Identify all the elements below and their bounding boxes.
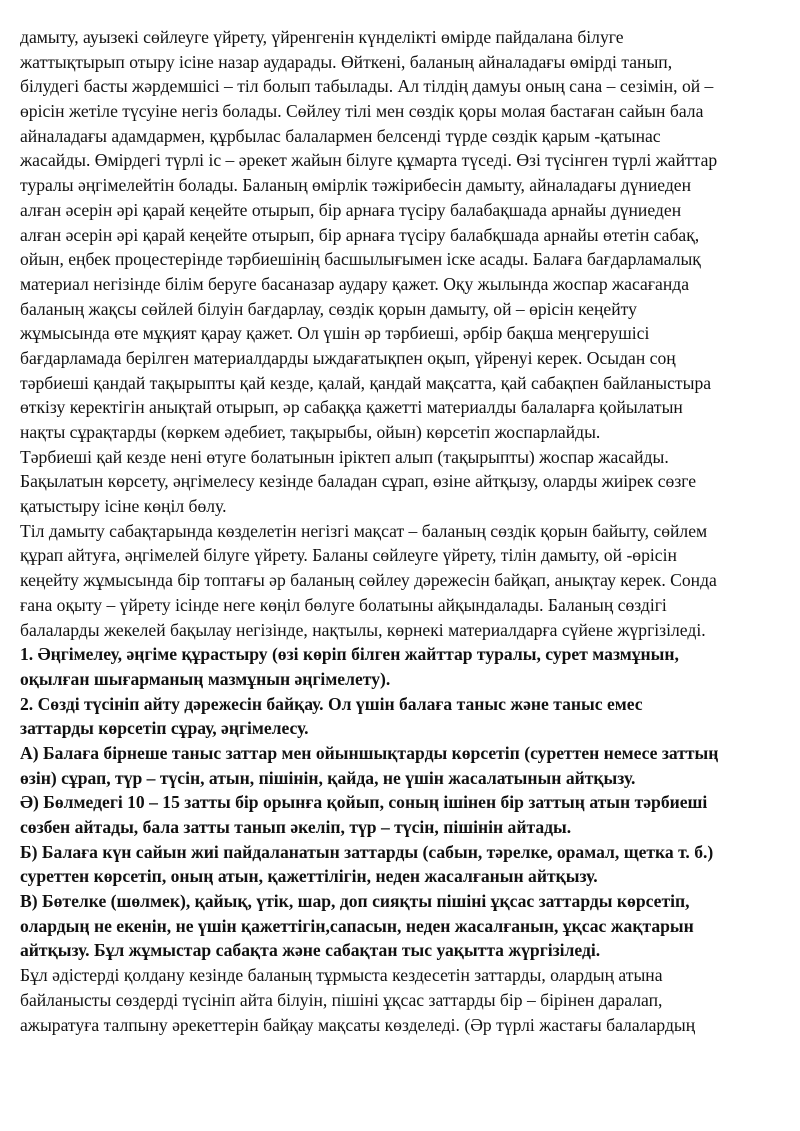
bold-text-line: заттарды көрсетіп сұрау, әңгімелесу. — [20, 718, 309, 739]
text-line: айналадағы адамдармен, құрбылас балалармен белсенді түрде сөздік қарым -қатынас — [20, 125, 661, 146]
bold-text-line: сөзбен айтады, бала затты танып әкеліп, түр – түсін, пішінін айтады. — [20, 817, 572, 837]
text-line: туралы әңгімелейтін болады. Баланың өмірлік тәжірибесін дамыту, айналадағы дүниеден — [20, 175, 692, 196]
text-line: бағдарламада берілген материалдарды ыждағатықпен оқып, үйренуі керек. Осыдан соң — [20, 347, 676, 368]
text-line: алған әсерін әрі қарай кеңейте отырып, бір арнаға түсіру балабақшада арнайы дүниеден — [20, 199, 682, 220]
text-line: құрап айтуға, әңгімелей білуге үйрету. Баланы сөйлеуге үйрету, тілін дамыту, ой -өрісін — [20, 545, 677, 566]
text-line: жасайды. Өмірдегі түрлі іс – әрекет жайын білуге құмарта түседі. Өзі түсінген түрлі жайттар — [20, 150, 718, 171]
bold-text-line: өзін) сұрап, түр – түсін, атын, пішінін, қайда, не үшін жасалатынын айтқызу. — [20, 767, 636, 788]
bold-text-line: айтқызу. Бұл жұмыстар сабақта және сабақтан тыс уақытта жүргізіледі. — [20, 940, 601, 961]
text-line: кеңейту жұмысында бір топтағы әр баланың сөйлеу дәрежесін байқап, анықтау керек. Сонда — [20, 570, 717, 591]
text-line: ажыратуға талпыну әрекеттерін байқау мақсаты көзделеді. (Әр түрлі жастағы балалардың — [20, 1014, 696, 1035]
text-line: Бақылатын көрсету, әңгімелесу кезінде баладан сұрап, өзіне айтқызу, оларды жиірек сөзге — [20, 471, 697, 492]
bold-text-line: 2. Сөзді түсініп айту дәрежесін байқау. Ол үшін балаға таныс және таныс емес — [20, 693, 643, 714]
bold-text-line: В) Бөтелке (шөлмек), қайық, үтік, шар, доп сияқты пішіні ұқсас заттарды көрсетіп, — [20, 891, 690, 912]
text-line: Бұл әдістерді қолдану кезінде баланың тұрмыста кездесетін заттарды, олардың атына — [20, 965, 663, 986]
bold-text-line: олардың не екенін, не үшін қажеттігін,сапасын, неден жасалғанын, ұқсас жақтарын — [20, 915, 694, 936]
text-line: байланысты сөздерді түсініп айта білуін, пішіні ұқсас заттарды бір – бірінен даралап, — [20, 989, 663, 1010]
bold-text-line: А) Балаға бірнеше таныс заттар мен ойыншықтарды көрсетіп (суреттен немесе заттың — [20, 742, 719, 763]
bold-text-line: 1. Әңгімелеу, әңгіме құрастыру (өзі көріп білген жайттар туралы, сурет мазмұнын, — [20, 644, 679, 665]
text-line: ғана оқыту – үйрету ісінде неге көңіл бөлуге болатыны айқындалады. Баланың сөздігі — [20, 594, 667, 615]
text-line: ойын, еңбек процестерінде тәрбиешінің басшылығымен іске асады. Балаға бағдарламалық — [20, 249, 701, 270]
text-line: материал негізінде білім беруге басаназар аудару қажет. Оқу жылында жоспар жасағанда — [20, 273, 690, 294]
text-line: өрісін жетіле түсуіне негіз болады. Сөйлеу тілі мен сөздік қоры молая бастаған сайын бала — [20, 101, 704, 122]
document-page — [20, 25, 780, 1037]
text-line: өткізу керектігін анықтай отырып, әр сабаққа қажетті материалды балаларға қойылатын — [20, 397, 683, 418]
text-line: алған әсерін әрі қарай кеңейте отырып, бір арнаға түсіру балабқшада арнайы өтетін сабақ, — [20, 224, 700, 245]
text-line: баланың жақсы сөйлей білуін бағдарлау, сөздік қорын дамыту, ой – өрісін кеңейту — [20, 298, 637, 319]
text-line: Тәрбиеші қай кезде нені өтуге болатынын іріктеп алып (тақырыпты) жоспар жасайды. — [20, 446, 669, 467]
bold-text-line: суреттен көрсетіп, оның атын, қажеттілігін, неден жасалғанын айтқызу. — [20, 866, 598, 887]
text-line: нақты сұрақтарды (көркем әдебиет, тақырыбы, ойын) көрсетіп жоспарлайды. — [20, 422, 601, 442]
bold-text-line: Ә) Бөлмедегі 10 – 15 затты бір орынға қойып, соның ішінен бір заттың атын тәрбиеші — [20, 792, 708, 813]
text-line: жаттықтырып отыру ісіне назар аударады. Өйткені, баланың айналадағы өмірді танып, — [20, 51, 673, 72]
text-line: Тіл дамыту сабақтарында көзделетін негізгі мақсат – баланың сөздік қорын байыту, сөйлем — [20, 520, 708, 541]
text-line: жұмысында өте мұқият қарау қажет. Ол үшін әр тәрбиеші, әрбір бақша меңгерушісі — [20, 323, 650, 344]
bold-text-line: оқылған шығарманың мазмұнын әңгімелету). — [20, 668, 391, 689]
text-line: дамыту, ауызекі сөйлеуге үйрету, үйренгенін күнделікті өмірде пайдалана білуге — [20, 27, 624, 47]
bold-text-line: Б) Балаға күн сайын жиі пайдаланатын заттарды (сабын, тәрелке, орамал, щетка т. б.) — [20, 841, 714, 862]
text-line: тәрбиеші қандай тақырыпты қай кезде, қалай, қандай мақсатта, қай сабақпен байланыстыра — [20, 372, 712, 393]
text-line: балаларды жекелей бақылау негізінде, нақтылы, көрнекі материалдарға сүйене жүргізіледі. — [20, 619, 706, 640]
text-line: білудегі басты жәрдемшісі – тіл болып табылады. Ал тілдің дамуы оның сана – сезімін, ой – — [20, 76, 714, 97]
text-line: қатыстыру ісіне көңіл бөлу. — [20, 496, 227, 517]
